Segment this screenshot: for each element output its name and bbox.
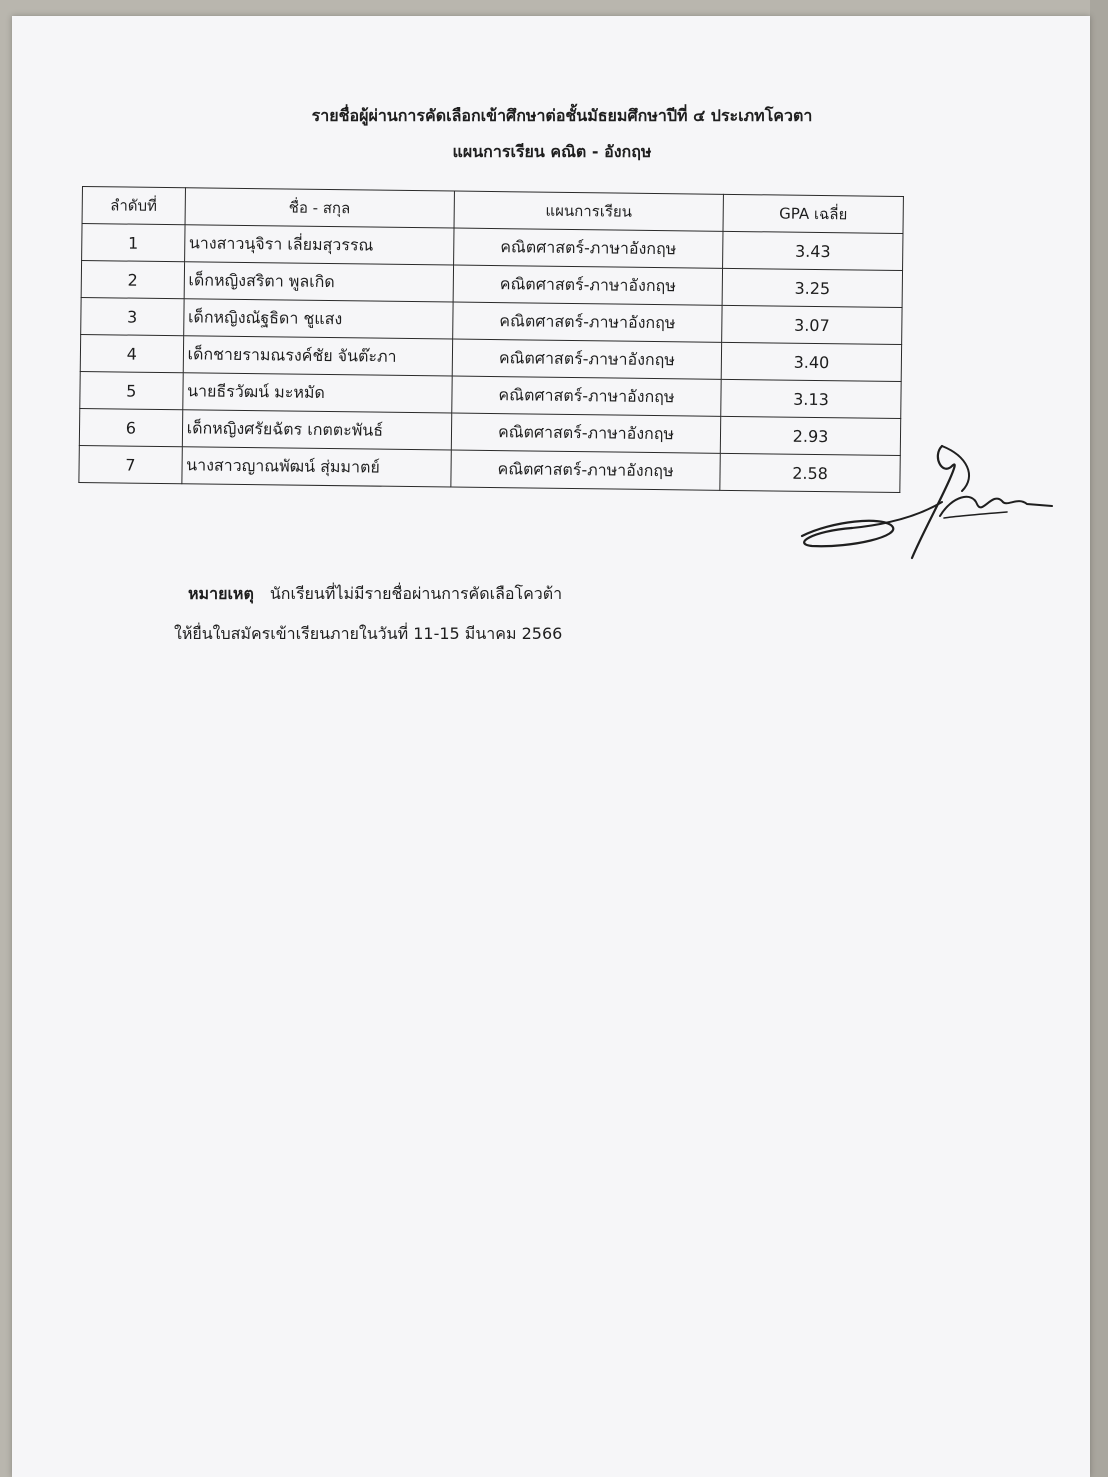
cell-plan: คณิตศาสตร์-ภาษาอังกฤษ bbox=[452, 376, 722, 416]
note-text-1: นักเรียนที่ไม่มีรายชื่อผ่านการคัดเลือโควต้า bbox=[269, 584, 563, 603]
cell-gpa: 3.25 bbox=[722, 268, 902, 307]
cell-no: 4 bbox=[80, 334, 183, 372]
header-gpa: GPA เฉลี่ย bbox=[723, 194, 903, 233]
cell-name: นายธีรวัฒน์ มะหมัด bbox=[182, 373, 452, 413]
cell-no: 1 bbox=[82, 224, 185, 262]
cell-name: เด็กชายรามณรงค์ชัย จันต๊ะภา bbox=[183, 336, 453, 376]
cell-no: 7 bbox=[79, 445, 182, 483]
cell-name: นางสาวญาณพัฒน์ สุ่มมาตย์ bbox=[181, 447, 451, 487]
cell-no: 5 bbox=[80, 371, 183, 409]
cell-no: 6 bbox=[79, 408, 182, 446]
cell-gpa: 3.40 bbox=[721, 342, 901, 381]
note-label: หมายเหตุ bbox=[188, 584, 254, 603]
cell-name: เด็กหญิงณัฐธิดา ชูแสง bbox=[183, 299, 453, 339]
header-plan: แผนการเรียน bbox=[454, 191, 724, 231]
cell-no: 2 bbox=[81, 261, 184, 299]
handwritten-signature bbox=[792, 436, 1062, 566]
document-title: รายชื่อผู้ผ่านการคัดเลือกเข้าศึกษาต่อชั้นมัธยมศึกษาปีที่ ๔ ประเภทโควตา bbox=[311, 106, 813, 125]
cell-gpa: 3.13 bbox=[721, 379, 901, 418]
document-subtitle: แผนการเรียน คณิต - อังกฤษ bbox=[452, 142, 652, 161]
cell-plan: คณิตศาสตร์-ภาษาอังกฤษ bbox=[453, 228, 723, 268]
cell-no: 3 bbox=[81, 297, 184, 335]
header-name: ชื่อ - สกุล bbox=[185, 188, 455, 228]
cell-plan: คณิตศาสตร์-ภาษาอังกฤษ bbox=[453, 302, 723, 342]
cell-gpa: 3.43 bbox=[723, 231, 903, 270]
cell-plan: คณิตศาสตร์-ภาษาอังกฤษ bbox=[453, 265, 723, 305]
cell-gpa: 2.93 bbox=[720, 416, 900, 455]
note-line-2: ให้ยื่นใบสมัครเข้าเรียนภายในวันที่ 11-15 มีนาคม 2566 bbox=[174, 624, 563, 643]
note-line-1 bbox=[188, 582, 562, 607]
students-table bbox=[78, 186, 904, 493]
cell-name: เด็กหญิงศรัยฉัตร เกตตะพันธ์ bbox=[182, 410, 452, 450]
header-no: ลำดับที่ bbox=[82, 187, 185, 225]
cell-plan: คณิตศาสตร์-ภาษาอังกฤษ bbox=[451, 413, 721, 453]
document-page bbox=[12, 16, 1090, 1477]
cell-gpa: 3.07 bbox=[722, 305, 902, 344]
cell-gpa: 2.58 bbox=[720, 453, 900, 492]
cell-plan: คณิตศาสตร์-ภาษาอังกฤษ bbox=[452, 339, 722, 379]
cell-name: เด็กหญิงสริตา พูลเกิด bbox=[184, 262, 454, 302]
cell-plan: คณิตศาสตร์-ภาษาอังกฤษ bbox=[451, 450, 721, 490]
cell-name: นางสาวนุจิรา เลี่ยมสุวรรณ bbox=[184, 225, 454, 265]
backdrop bbox=[1090, 0, 1108, 1477]
